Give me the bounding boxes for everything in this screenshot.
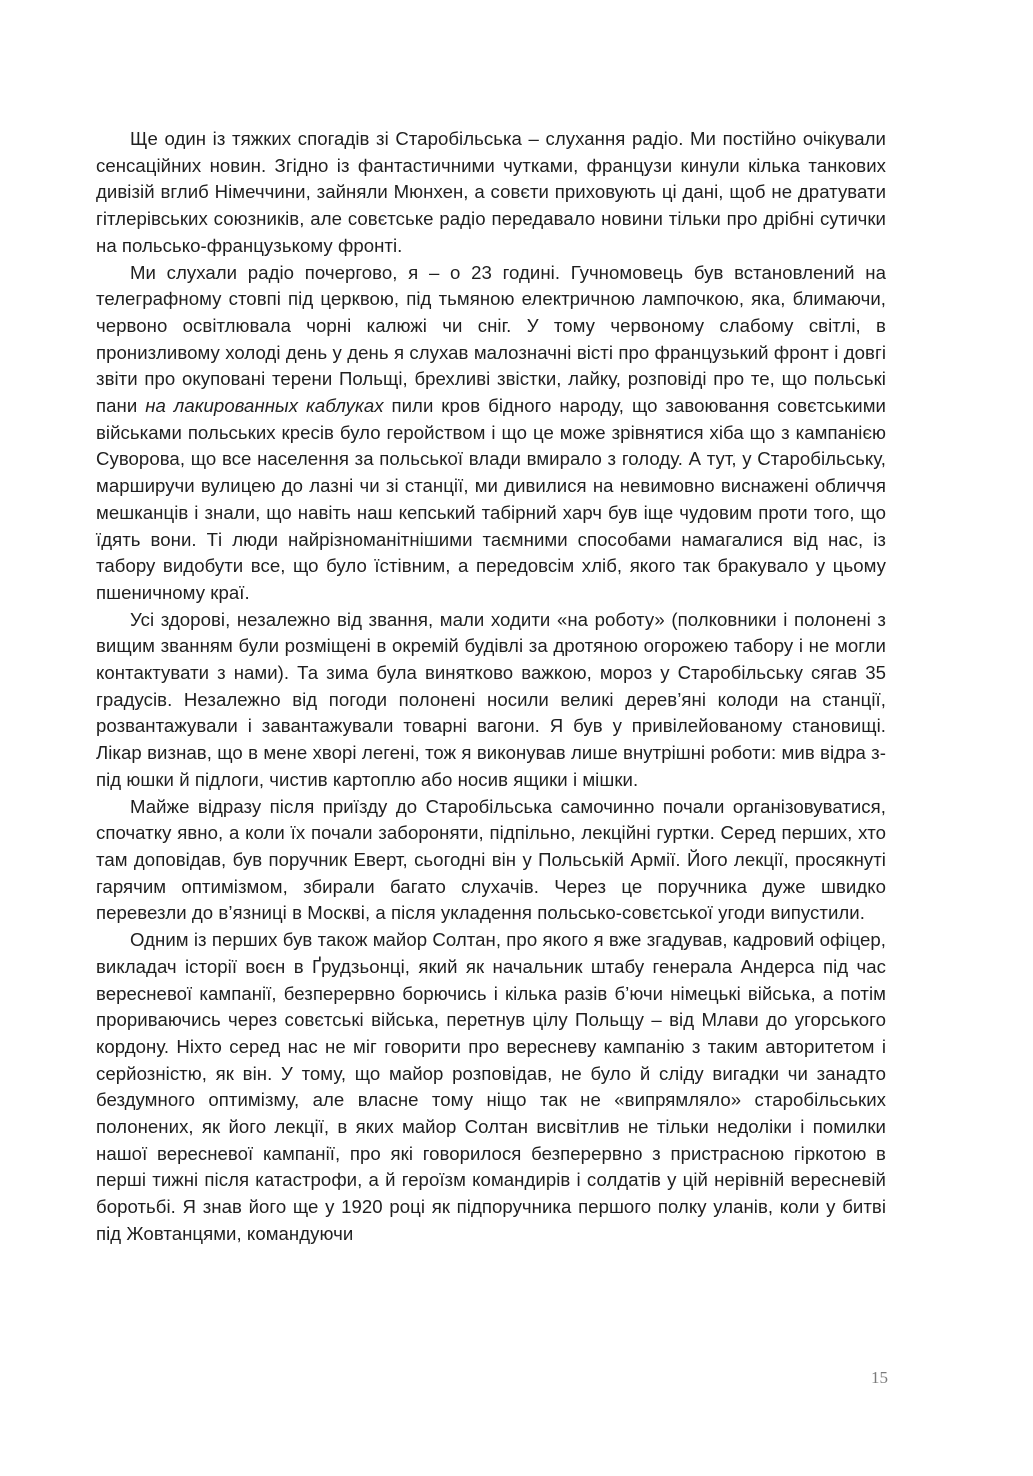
paragraph-work-duties: [96, 607, 886, 794]
paragraph-text-continued: пили кров бідного народу, що завоювання совєтськими військами польських кресів було геройством і що це може зрівнятися хіба що з кампанією Суворова, що все населення за польської влади вмирало з голоду. А тут, у Старобільську, марширучи вулицею до лазні чи зі станції, ми дивилися на невимовно виснажені обличчя мешканців і знали, що навіть наш кепський табірний харч був іще чудовим проти того, що їдять вони. Ті люди найрізноманітнішими таємними способами намагалися від нас, із табору видобути все, що було їстівним, а передовсім хліб, якого так бракувало у цьому пшеничному краї.: [96, 395, 886, 603]
page-number: 15: [871, 1368, 888, 1387]
paragraph-radio-rumors: [96, 126, 886, 260]
paragraph-lecture-circles: [96, 794, 886, 928]
paragraph-text: Ще один із тяжких спогадів зі Старобільська – слухання радіо. Ми постійно очікували сенсаційних новин. Згідно із фантастичними чутками, французи кинули кілька танкових дивізій вглиб Німеччини, зайняли Мюнхен, а совєти приховують ці дані, щоб не дратувати гітлерівських союзників, але совєтське радіо передавало новини тільки про дрібні сутички на польсько-французькому фронті.: [96, 128, 886, 256]
paragraph-text: Одним із перших був також майор Солтан, про якого я вже згадував, кадровий офіцер, викладач історії воєн в Ґрудзьонці, який як начальник штабу генерала Андерса під час вересневої кампанії, безперервно борючись і кілька разів б’ючи німецькі війська, а потім прориваючись через совєтські війська, перетнув цілу Польщу – від Млави до угорського кордону. Ніхто серед нас не міг говорити про вересневу кампанію з таким авторитетом і серйозністю, як він. У тому, що майор розповідав, не було й сліду вигадки чи занадто бездумного оптимізму, але власне тому ніщо так не «випрямляло» старобільських полонених, як його лекції, в яких майор Солтан висвітлив не тільки недоліки і помилки нашої вересневої кампанії, про які говорилося безперервно з пристрасною гіркотою в перші тижні після катастрофи, а й героїзм командирів і солдатів у цій нерівній вересневій боротьбі. Я знав його ще у 1920 році як підпоручника першого полку уланів, коли у битві під Жовтанцями, командуючи: [96, 929, 886, 1244]
page-body: [96, 126, 886, 1248]
paragraph-major-soltan: [96, 927, 886, 1247]
paragraph-text: Ми слухали радіо почергово, я – о 23 годині. Гучномовець був встановлений на телеграфному стовпі під церквою, під тьмяною електричною лампочкою, яка, блимаючи, червоно освітлювала чорні калюжі чи сніг. У тому червоному слабому світлі, в пронизливому холоді день у день я слухав малозначні вісті про французький фронт і довгі звіти про окуповані терени Польщі, брехливі звістки, лайку, розповіді про те, що польські пани: [96, 261, 886, 417]
paragraph-text: Усі здорові, незалежно від звання, мали ходити «на роботу» (полковники і полонені з вищим званням були розміщені в окремій будівлі за дротяною огорожею табору і не могли контактувати з нами). Та зима була винятково важкою, мороз у Старобільську сягав 35 градусів. Незалежно від погоди полонені носили великі дерев’яні колоди на станції, розвантажували і завантажували товарні вагони. Я був у привілейованому становищі. Лікар визнав, що в мене хворі легені, тож я виконував лише внутрішні роботи: мив відра з-під юшки й підлоги, чистив картоплю або носив ящики і мішки.: [96, 608, 886, 790]
paragraph-text: Майже відразу після приїзду до Старобільська самочинно почали організовуватися, спочатку явно, а коли їх почали забороняти, підпільно, лекційні гуртки. Серед перших, хто там доповідав, був поручник Еверт, сьогодні він у Польській Армії. Його лекції, просякнуті гарячим оптимізмом, збирали багато слухачів. Через це поручника дуже швидко перевезли до в’язниці в Москві, а після укладення польсько-совєтської угоди випустили.: [96, 795, 886, 924]
paragraph-radio-listening: [96, 260, 886, 607]
italic-quote: на лакированных каблуках: [145, 395, 384, 417]
